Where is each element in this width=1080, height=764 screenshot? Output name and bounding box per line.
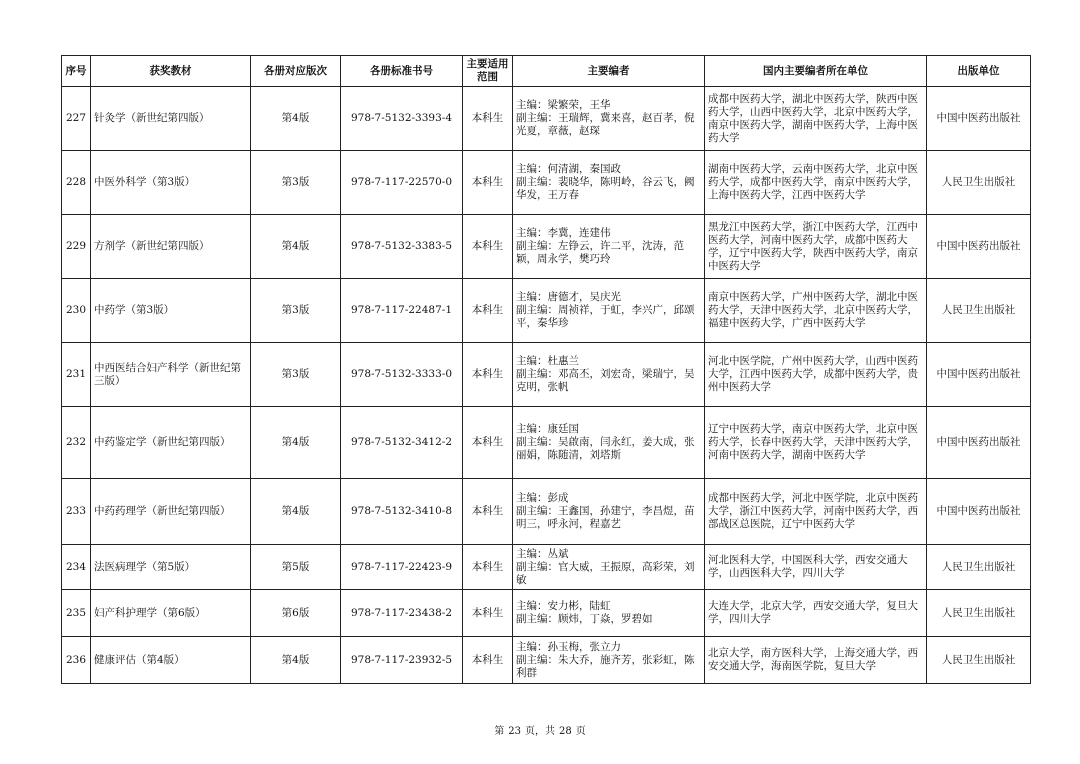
- table-header-row: [62, 56, 1031, 87]
- edition: 第3版: [251, 343, 341, 407]
- chief-editor: 主编：彭成: [516, 492, 569, 504]
- scope: 本科生: [463, 479, 513, 545]
- deputy-editors: 副主编：左铮云，许二平，沈涛，范颖，周永学，樊巧玲: [516, 240, 684, 265]
- table-row: [62, 637, 1031, 684]
- scope: 本科生: [463, 215, 513, 279]
- editor-units: 北京大学，南方医科大学，上海交通大学，西安交通大学，海南医学院，复旦大学: [705, 637, 927, 684]
- editors: [513, 215, 705, 279]
- deputy-editors: 副主编：周祯祥，于虹，李兴广，邱颂平，秦华珍: [516, 304, 695, 329]
- editors: [513, 407, 705, 479]
- editor-units: 成都中医药大学，河北中医学院，北京中医药大学，浙江中医药大学，河南中医药大学，西部战区总医院，辽宁中医药大学: [705, 479, 927, 545]
- row-number: 235: [62, 590, 91, 637]
- editor-units: 辽宁中医药大学，南京中医药大学，北京中医药大学，长春中医药大学，天津中医药大学，河南中医药大学，湖南中医药大学: [705, 407, 927, 479]
- header-isbn: 各册标准书号: [341, 56, 463, 87]
- editors: [513, 637, 705, 684]
- table-row: [62, 545, 1031, 590]
- publisher: 中国中医药出版社: [927, 87, 1031, 151]
- publisher: 人民卫生出版社: [927, 590, 1031, 637]
- edition: 第4版: [251, 637, 341, 684]
- header-scope: 主要适用范围: [463, 56, 513, 87]
- footer-mid: 页，共: [525, 726, 555, 737]
- isbn: 978-7-117-23932-5: [341, 637, 463, 684]
- editors: [513, 87, 705, 151]
- row-number: 228: [62, 151, 91, 215]
- deputy-editors: 副主编：吴啟南，闫永红，姜大成，张丽娟，陈随清，刘塔斯: [516, 436, 695, 461]
- publisher: 中国中医药出版社: [927, 479, 1031, 545]
- scope: 本科生: [463, 545, 513, 590]
- footer-suffix: 页: [575, 726, 586, 737]
- row-number: 233: [62, 479, 91, 545]
- deputy-editors: 副主编：王瑞辉，冀来喜，赵百孝，倪光夏，章薇，赵琛: [516, 112, 695, 137]
- row-number: 232: [62, 407, 91, 479]
- footer-prefix: 第: [494, 726, 505, 737]
- book-title: 中西医结合妇产科学（新世纪第三版）: [91, 343, 251, 407]
- table-row: [62, 87, 1031, 151]
- chief-editor: 主编：安力彬，陆虹: [516, 600, 611, 612]
- table-row: [62, 151, 1031, 215]
- table-row: [62, 343, 1031, 407]
- scope: 本科生: [463, 590, 513, 637]
- header-title: 获奖教材: [91, 56, 251, 87]
- deputy-editors: 副主编：裴晓华，陈明岭，谷云飞，阙华发，王万春: [516, 176, 695, 201]
- book-title: 中药药理学（新世纪第四版）: [91, 479, 251, 545]
- editor-units: 成都中医药大学，湖北中医药大学，陕西中医药大学，山西中医药大学，北京中医药大学，南京中医药大学，湖南中医药大学，上海中医药大学: [705, 87, 927, 151]
- book-title: 针灸学（新世纪第四版）: [91, 87, 251, 151]
- isbn: 978-7-117-23438-2: [341, 590, 463, 637]
- publisher: 人民卫生出版社: [927, 545, 1031, 590]
- table-row: [62, 407, 1031, 479]
- deputy-editors: 副主编：朱大乔，施齐芳，张彩虹，陈利群: [516, 653, 695, 679]
- header-publisher: 出版单位: [927, 56, 1031, 87]
- row-number: 234: [62, 545, 91, 590]
- book-title: 健康评估（第4版）: [91, 637, 251, 684]
- book-title: 中医外科学（第3版）: [91, 151, 251, 215]
- chief-editor: 主编：梁繁荣，王华: [516, 99, 611, 111]
- edition: 第4版: [251, 407, 341, 479]
- editor-units: 河北医科大学，中国医科大学，西安交通大学，山西医科大学，四川大学: [705, 545, 927, 590]
- isbn: 978-7-5132-3393-4: [341, 87, 463, 151]
- editors: [513, 279, 705, 343]
- footer-page-number: 23: [508, 726, 521, 737]
- table-row: [62, 215, 1031, 279]
- deputy-editors: 副主编：王鑫国，孙建宁，李昌煜，苗明三，呼永河，程嘉艺: [516, 505, 695, 530]
- edition: 第3版: [251, 279, 341, 343]
- chief-editor: 主编：杜惠兰: [516, 355, 579, 367]
- chief-editor: 主编：丛斌: [516, 547, 569, 560]
- editors: [513, 545, 705, 590]
- publisher: 中国中医药出版社: [927, 215, 1031, 279]
- scope: 本科生: [463, 343, 513, 407]
- row-number: 229: [62, 215, 91, 279]
- editor-units: 湖南中医药大学，云南中医药大学，北京中医药大学，成都中医药大学，南京中医药大学，上海中医药大学，江西中医药大学: [705, 151, 927, 215]
- isbn: 978-7-117-22570-0: [341, 151, 463, 215]
- book-title: 妇产科护理学（第6版）: [91, 590, 251, 637]
- editors: [513, 343, 705, 407]
- deputy-editors: 副主编：顾炜，丁焱，罗碧如: [516, 613, 653, 625]
- edition: 第4版: [251, 87, 341, 151]
- row-number: 236: [62, 637, 91, 684]
- header-no: 序号: [62, 56, 91, 87]
- edition: 第3版: [251, 151, 341, 215]
- table-row: [62, 279, 1031, 343]
- chief-editor: 主编：康廷国: [516, 423, 579, 435]
- publisher: 人民卫生出版社: [927, 637, 1031, 684]
- row-number: 230: [62, 279, 91, 343]
- header-editors: 主要编者: [513, 56, 705, 87]
- publisher: 中国中医药出版社: [927, 407, 1031, 479]
- scope: 本科生: [463, 151, 513, 215]
- isbn: 978-7-117-22423-9: [341, 545, 463, 590]
- page-footer: [0, 722, 1080, 737]
- deputy-editors: 副主编：官大威，王振原，高彩荣，刘敏: [516, 560, 695, 586]
- editors: [513, 479, 705, 545]
- publisher: 人民卫生出版社: [927, 279, 1031, 343]
- row-number: 227: [62, 87, 91, 151]
- chief-editor: 主编：李冀，连建伟: [516, 227, 611, 239]
- chief-editor: 主编：孙玉梅，张立力: [516, 640, 621, 653]
- scope: 本科生: [463, 637, 513, 684]
- isbn: 978-7-5132-3412-2: [341, 407, 463, 479]
- scope: 本科生: [463, 407, 513, 479]
- edition: 第5版: [251, 545, 341, 590]
- isbn: 978-7-5132-3410-8: [341, 479, 463, 545]
- table-row: [62, 590, 1031, 637]
- table-row: [62, 479, 1031, 545]
- editor-units: 河北中医学院，广州中医药大学，山西中医药大学，江西中医药大学，成都中医药大学，贵州中医药大学: [705, 343, 927, 407]
- editors: [513, 590, 705, 637]
- edition: 第4版: [251, 479, 341, 545]
- awards-table: [61, 55, 1031, 684]
- chief-editor: 主编：唐德才，吴庆光: [516, 291, 621, 303]
- deputy-editors: 副主编：邓高丕，刘宏奇，梁瑞宁，吴克明，张帆: [516, 368, 695, 393]
- header-units: 国内主要编者所在单位: [705, 56, 927, 87]
- isbn: 978-7-117-22487-1: [341, 279, 463, 343]
- edition: 第4版: [251, 215, 341, 279]
- editor-units: 南京中医药大学，广州中医药大学，湖北中医药大学，天津中医药大学，北京中医药大学，福建中医药大学，广西中医药大学: [705, 279, 927, 343]
- edition: 第6版: [251, 590, 341, 637]
- book-title: 方剂学（新世纪第四版）: [91, 215, 251, 279]
- isbn: 978-7-5132-3383-5: [341, 215, 463, 279]
- publisher: 中国中医药出版社: [927, 343, 1031, 407]
- book-title: 中药学（第3版）: [91, 279, 251, 343]
- row-number: 231: [62, 343, 91, 407]
- scope: 本科生: [463, 87, 513, 151]
- book-title: 中药鉴定学（新世纪第四版）: [91, 407, 251, 479]
- scope: 本科生: [463, 279, 513, 343]
- editors: [513, 151, 705, 215]
- editor-units: 大连大学，北京大学，西安交通大学，复旦大学，四川大学: [705, 590, 927, 637]
- book-title: 法医病理学（第5版）: [91, 545, 251, 590]
- publisher: 人民卫生出版社: [927, 151, 1031, 215]
- chief-editor: 主编：何清湖，秦国政: [516, 163, 621, 175]
- editor-units: 黑龙江中医药大学，浙江中医药大学，江西中医药大学，河南中医药大学，成都中医药大学，辽宁中医药大学，陕西中医药大学，南京中医药大学: [705, 215, 927, 279]
- footer-page-total: 28: [559, 726, 572, 737]
- isbn: 978-7-5132-3333-0: [341, 343, 463, 407]
- header-edition: 各册对应版次: [251, 56, 341, 87]
